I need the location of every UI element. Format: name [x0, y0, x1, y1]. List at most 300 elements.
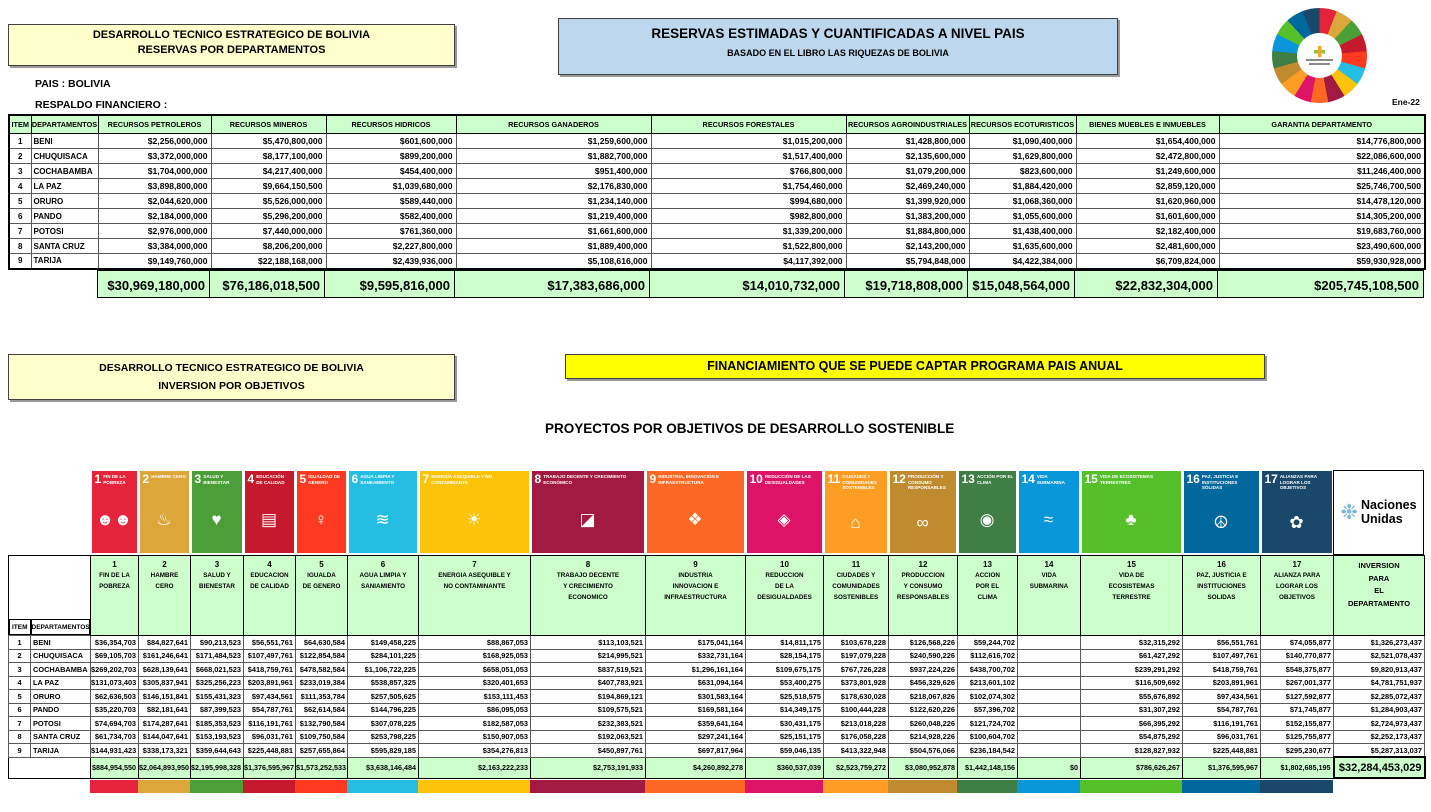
country-label: PAIS : BOLIVIA — [35, 78, 111, 90]
column-header: RECURSOS AGROINDUSTRIALES — [846, 115, 969, 134]
sdg-17-stripe — [1260, 780, 1333, 793]
goal-column-header — [1018, 556, 1081, 636]
item-number: 2 — [9, 649, 31, 663]
investment-totals-row — [9, 757, 1425, 778]
investment-cell: $90,213,523 — [191, 636, 244, 650]
goal-header-line: IGUALDA — [307, 572, 336, 579]
sun-icon: ☀ — [466, 509, 482, 529]
reserves-cell: $14,305,200,000 — [1219, 209, 1425, 224]
investment-cell: $194,869,121 — [531, 690, 646, 704]
reserves-total-cell: $17,383,686,000 — [455, 270, 650, 298]
reserves-cell: $1,438,400,000 — [969, 224, 1076, 239]
sdg-icon-title: ACCIÓN POR EL CLIMA — [976, 474, 1014, 485]
rings-icon: ✿ — [1289, 512, 1304, 532]
investment-cell: $71,745,877 — [1261, 703, 1334, 717]
sdg-number: 10 — [749, 472, 763, 486]
reserves-row — [9, 239, 1425, 254]
investment-cell: $260,048,226 — [889, 717, 958, 731]
investment-row-total: $2,285,072,437 — [1334, 690, 1425, 704]
investment-cell — [1018, 649, 1081, 663]
water-icon: ≋ — [375, 509, 390, 529]
department-label: TARIJA — [31, 744, 91, 758]
goal-total-cell: $360,537,039 — [746, 757, 824, 778]
grand-total-cell: $32,284,453,029 — [1334, 757, 1425, 778]
investment-row — [9, 663, 1425, 677]
goal-column-header — [531, 556, 646, 636]
reserves-cell: $14,776,800,000 — [1219, 134, 1425, 149]
bowl-icon: ♨ — [156, 509, 172, 529]
investment-row-total: $1,284,903,437 — [1334, 703, 1425, 717]
people-icon: ☻☻ — [96, 509, 132, 529]
sdg-icon-title: IGUALDAD DE GÉNERO — [308, 474, 341, 485]
investment-cell: $153,193,523 — [191, 730, 244, 744]
investment-cell: $59,244,702 — [958, 636, 1018, 650]
goal-column-header — [91, 556, 139, 636]
investment-cell: $84,827,641 — [139, 636, 191, 650]
sdg-9-stripe — [645, 780, 745, 793]
investment-cell: $171,484,523 — [191, 649, 244, 663]
department-label: BENI — [31, 134, 98, 149]
reserves-cell: $1,517,400,000 — [651, 149, 846, 164]
column-header: RECURSOS MINEROS — [211, 115, 326, 134]
goal-header-line: POBREZA — [99, 582, 130, 590]
date-label: Ene-22 — [1392, 97, 1420, 107]
reserves-cell: $2,472,800,000 — [1076, 149, 1219, 164]
reserves-row — [9, 254, 1425, 269]
investment-cell: $295,230,677 — [1261, 744, 1334, 758]
sdg-6-tile — [347, 470, 418, 555]
reserves-cell: $1,399,920,000 — [846, 194, 969, 209]
dept-header: DEPARTAMENTOS — [31, 619, 91, 635]
water-icon — [349, 471, 417, 553]
reserves-cell: $2,184,000,000 — [98, 209, 211, 224]
department-label: TARIJA — [31, 254, 98, 269]
reserves-cell: $3,384,000,000 — [98, 239, 211, 254]
item-number: 8 — [9, 730, 31, 744]
reserves-cell: $3,372,000,000 — [98, 149, 211, 164]
investment-cell — [1018, 730, 1081, 744]
sdg-icon-strip — [8, 470, 1424, 555]
goal-number: 10 — [780, 560, 789, 569]
goal-number: 5 — [319, 560, 324, 569]
dove-icon — [1184, 471, 1259, 553]
column-header: RECURSOS HIDRICOS — [326, 115, 456, 134]
reserves-cell: $982,800,000 — [651, 209, 846, 224]
department-label: POTOSI — [31, 224, 98, 239]
reserves-total-cell: $76,186,018,500 — [210, 270, 325, 298]
sdg-icon-title: INDUSTRIA, INNOVACIÓN E INFRAESTRUCTURA — [658, 474, 720, 485]
goal-total-cell: $2,163,222,233 — [419, 757, 531, 778]
reserves-total-cell: $9,595,816,000 — [325, 270, 455, 298]
goal-header-line: POR EL — [975, 582, 1000, 590]
sdg-11-stripe — [823, 780, 888, 793]
investment-cell: $116,191,761 — [1183, 717, 1261, 731]
goal-column-header — [824, 556, 889, 636]
investment-cell: $36,354,703 — [91, 636, 139, 650]
investment-section — [8, 470, 1424, 793]
investment-cell: $325,256,223 — [191, 676, 244, 690]
reserves-row — [9, 194, 1425, 209]
sdg-number: 1 — [94, 472, 102, 486]
city-icon — [825, 471, 887, 553]
reserves-cell: $5,108,616,000 — [456, 254, 651, 269]
investment-cell: $153,111,453 — [419, 690, 531, 704]
goal-total-cell: $2,753,191,933 — [531, 757, 646, 778]
goal-total-cell: $1,376,595,967 — [244, 757, 296, 778]
goal-column-header — [139, 556, 191, 636]
sdg-4-tile — [243, 470, 295, 555]
sdg-1-tile — [90, 470, 138, 555]
goal-number: 3 — [214, 560, 220, 569]
growth-chart-icon: ◪ — [579, 509, 596, 529]
investment-cell: $413,322,948 — [824, 744, 889, 758]
sdg-icon-title: HAMBRE CERO — [151, 474, 186, 479]
investment-cell: $54,787,761 — [1183, 703, 1261, 717]
investment-cell: $25,151,175 — [746, 730, 824, 744]
investment-cell: $61,427,292 — [1081, 649, 1183, 663]
investment-cell — [1018, 744, 1081, 758]
goal-header-line: FIN DE LA — [99, 572, 130, 579]
goal-header-line: INSTITUCIONES — [1197, 582, 1246, 590]
reserves-row — [9, 179, 1425, 194]
goal-header-line: EDUCACION — [250, 572, 289, 579]
reserves-cell: $5,794,848,000 — [846, 254, 969, 269]
goal-number: 4 — [267, 560, 272, 569]
investment-cell: $109,675,175 — [746, 663, 824, 677]
goal-column-header — [244, 556, 296, 636]
reserves-cell: $1,055,600,000 — [969, 209, 1076, 224]
goal-total-cell: $1,376,595,967 — [1183, 757, 1261, 778]
book-icon — [245, 471, 294, 553]
reserves-cell: $1,090,400,000 — [969, 134, 1076, 149]
investment-cell: $418,759,761 — [244, 663, 296, 677]
corner-item — [9, 556, 31, 636]
sdg-15-stripe — [1080, 780, 1182, 793]
investment-cell: $152,155,877 — [1261, 717, 1334, 731]
investment-cell: $35,220,703 — [91, 703, 139, 717]
investment-cell: $407,783,921 — [531, 676, 646, 690]
sdg-icon-title: AGUA LIMPIA Y SANEAMIENTO — [360, 474, 395, 485]
investment-cell: $14,349,175 — [746, 703, 824, 717]
goal-number: 13 — [983, 560, 992, 569]
investment-row-total: $2,521,078,437 — [1334, 649, 1425, 663]
reserves-cell: $23,490,600,000 — [1219, 239, 1425, 254]
goal-total-cell: $884,954,550 — [91, 757, 139, 778]
reserves-header-row — [9, 115, 1425, 134]
reserves-cell: $6,709,824,000 — [1076, 254, 1219, 269]
investment-row-total: $1,326,273,437 — [1334, 636, 1425, 650]
goal-number: 17 — [1292, 560, 1302, 569]
investment-cell: $538,857,325 — [348, 676, 419, 690]
goal-header-line: SOLIDAS — [1207, 593, 1236, 601]
goal-number: 8 — [585, 560, 591, 569]
reserves-cell: $1,522,800,000 — [651, 239, 846, 254]
investment-cell: $74,694,703 — [91, 717, 139, 731]
investment-cell: $213,018,228 — [824, 717, 889, 731]
investment-cell: $64,630,584 — [296, 636, 348, 650]
goal-number: 16 — [1217, 560, 1226, 569]
investment-cell: $30,431,175 — [746, 717, 824, 731]
sdg-number: 16 — [1186, 472, 1200, 486]
goal-header-line: SALUD Y — [203, 572, 231, 579]
growth-chart-icon — [532, 471, 644, 553]
reserves-total-cell: $15,048,564,000 — [968, 270, 1075, 298]
inversion-header-line: DEPARTAMENTO — [1347, 598, 1411, 608]
sdg-2-stripe — [138, 780, 190, 793]
goal-column-header — [191, 556, 244, 636]
investment-cell: $57,396,702 — [958, 703, 1018, 717]
item-number: 7 — [9, 717, 31, 731]
sdg-15-tile — [1080, 470, 1182, 555]
goal-header-line: ENERGIA ASEQUIBLE Y — [438, 572, 511, 579]
goal-header-line: VIDA DE — [1118, 572, 1145, 579]
investment-cell: $182,587,053 — [419, 717, 531, 731]
financing-banner-text: FINANCIAMIENTO QUE SE PUEDE CAPTAR PROGRAMA PAIS ANUAL — [707, 359, 1123, 373]
investment-cell: $113,103,521 — [531, 636, 646, 650]
goal-header-line: DE CALIDAD — [250, 582, 289, 590]
investment-cell: $178,630,028 — [824, 690, 889, 704]
sdg-14-stripe — [1017, 780, 1080, 793]
report-title: DESARROLLO TECNICO ESTRATEGICO DE BOLIVIA — [92, 29, 371, 41]
investment-cell: $116,509,692 — [1081, 676, 1183, 690]
investment-cell: $86,095,053 — [419, 703, 531, 717]
investment-cell: $144,931,423 — [91, 744, 139, 758]
item-number: 3 — [9, 663, 31, 677]
inversion-header-line: EL — [1374, 586, 1384, 595]
reserves-cell: $25,746,700,500 — [1219, 179, 1425, 194]
reserves-cell: $14,478,120,000 — [1219, 194, 1425, 209]
investment-cell: $203,891,961 — [244, 676, 296, 690]
investment-cell: $253,798,225 — [348, 730, 419, 744]
department-label: LA PAZ — [31, 676, 91, 690]
sdg-number: 2 — [142, 472, 150, 486]
sdg-wheel-center — [1297, 33, 1343, 79]
eye-globe-icon: ◉ — [979, 509, 995, 529]
investment-cell: $320,401,653 — [419, 676, 531, 690]
investment-cell: $214,928,226 — [889, 730, 958, 744]
investment-cell: $97,434,561 — [1183, 690, 1261, 704]
goal-header-line: LOGRAR LOS — [1276, 582, 1318, 590]
goal-header-line: OBJETIVOS — [1278, 593, 1316, 601]
reserves-cell: $2,182,400,000 — [1076, 224, 1219, 239]
investment-cell — [1018, 703, 1081, 717]
investment-cell: $668,021,523 — [191, 663, 244, 677]
reserves-cell: $8,177,100,000 — [211, 149, 326, 164]
reserves-row — [9, 164, 1425, 179]
sdg-icon-title: CIUDADES Y COMUNIDADES SOSTENIBLES — [842, 474, 877, 491]
investment-cell: $373,801,928 — [824, 676, 889, 690]
investment-cell: $203,891,961 — [1183, 676, 1261, 690]
investment-cell: $192,063,521 — [531, 730, 646, 744]
investment-cell: $595,829,185 — [348, 744, 419, 758]
reserves-cell: $1,039,680,000 — [326, 179, 456, 194]
investment-cell: $236,184,542 — [958, 744, 1018, 758]
investment-cell: $149,458,225 — [348, 636, 419, 650]
goal-number: 14 — [1044, 560, 1054, 569]
goal-total-cell: $3,638,146,484 — [348, 757, 419, 778]
goal-column-header — [1261, 556, 1334, 636]
investment-cell: $62,636,503 — [91, 690, 139, 704]
department-label: ORURO — [31, 690, 91, 704]
investment-cell: $155,431,323 — [191, 690, 244, 704]
goal-header-line: INNOVACION E — [672, 582, 719, 590]
investment-cell: $239,291,292 — [1081, 663, 1183, 677]
goal-header-line: Y CONSUMO — [903, 582, 943, 590]
investment-cell: $174,287,641 — [139, 717, 191, 731]
reserves-cell: $4,217,400,000 — [211, 164, 326, 179]
investment-row-total: $5,287,313,037 — [1334, 744, 1425, 758]
investment-cell: $103,678,228 — [824, 636, 889, 650]
investment-cell: $144,796,225 — [348, 703, 419, 717]
sdg-11-tile — [823, 470, 888, 555]
investment-cell: $548,375,877 — [1261, 663, 1334, 677]
item-number: 6 — [9, 703, 31, 717]
sdg-number: 7 — [422, 472, 430, 486]
un-logo — [1333, 470, 1424, 555]
inversion-header-line: PARA — [1368, 573, 1390, 583]
investment-cell: $837,519,521 — [531, 663, 646, 677]
investment-cell: $301,583,164 — [646, 690, 746, 704]
reserves-cell: $1,383,200,000 — [846, 209, 969, 224]
reserves-cell: $454,400,000 — [326, 164, 456, 179]
item-number: 9 — [9, 254, 31, 269]
investment-cell: $144,047,641 — [139, 730, 191, 744]
investment-cell: $176,058,228 — [824, 730, 889, 744]
sdg-icon-title: SALUD Y BIENESTAR — [203, 474, 230, 485]
goal-total-cell: $1,573,252,533 — [296, 757, 348, 778]
reserves-cell: $2,135,600,000 — [846, 149, 969, 164]
reserves-cell: $2,044,620,000 — [98, 194, 211, 209]
investment-cell: $61,734,703 — [91, 730, 139, 744]
infinity-icon — [890, 471, 956, 553]
goal-header-line: CERO — [155, 582, 174, 590]
reserves-cell: $22,188,168,000 — [211, 254, 326, 269]
investment-cell: $257,655,864 — [296, 744, 348, 758]
investment-cell: $218,067,826 — [889, 690, 958, 704]
investment-cell: $56,551,761 — [1183, 636, 1261, 650]
investment-cell: $305,837,941 — [139, 676, 191, 690]
reserves-row — [9, 149, 1425, 164]
sdg-number: 15 — [1084, 472, 1098, 486]
investment-cell: $225,448,881 — [244, 744, 296, 758]
reserves-row — [9, 224, 1425, 239]
reserves-row — [9, 134, 1425, 149]
goal-header-line: CLIMA — [977, 593, 998, 601]
investment-row-total: $9,820,913,437 — [1334, 663, 1425, 677]
investment-cell: $450,897,761 — [531, 744, 646, 758]
goal-header-line: NO CONTAMINANTE — [443, 582, 506, 590]
item-number: 4 — [9, 179, 31, 194]
item-number: 5 — [9, 690, 31, 704]
investment-cell: $169,581,164 — [646, 703, 746, 717]
investment-cell: $359,644,643 — [191, 744, 244, 758]
reserves-cell: $1,079,200,000 — [846, 164, 969, 179]
un-logo-line: Unidas — [1361, 511, 1403, 526]
investment-cell — [1018, 663, 1081, 677]
investment-cell: $767,726,228 — [824, 663, 889, 677]
reserves-cell: $1,629,800,000 — [969, 149, 1076, 164]
rings-icon — [1262, 471, 1332, 553]
cubes-icon — [647, 471, 744, 553]
goal-total-cell: $1,442,148,156 — [958, 757, 1018, 778]
sdg-icon-title: EDUCACIÓN DE CALIDAD — [256, 474, 285, 485]
investment-cell: $66,395,292 — [1081, 717, 1183, 731]
goal-number: 7 — [472, 560, 477, 569]
reserves-cell: $1,661,600,000 — [456, 224, 651, 239]
item-number: 4 — [9, 676, 31, 690]
investment-cell: $96,031,761 — [244, 730, 296, 744]
reserves-cell: $2,143,200,000 — [846, 239, 969, 254]
investment-cell: $1,106,722,225 — [348, 663, 419, 677]
sdg-number: 9 — [649, 472, 657, 486]
investment-cell: $233,019,384 — [296, 676, 348, 690]
investment-cell: $359,641,164 — [646, 717, 746, 731]
department-label: CHUQUISACA — [31, 149, 98, 164]
reserves-cell: $1,428,800,000 — [846, 134, 969, 149]
investment-report-title: DESARROLLO TECNICO ESTRATEGICO DE BOLIVIA — [99, 362, 364, 374]
sdg-number: 5 — [299, 472, 307, 486]
investment-cell: $25,518,575 — [746, 690, 824, 704]
people-icon — [92, 471, 137, 553]
reserves-cell: $2,176,830,000 — [456, 179, 651, 194]
investment-cell: $284,101,225 — [348, 649, 419, 663]
report-subtitle: RESERVAS POR DEPARTAMENTOS — [137, 44, 326, 56]
item-number: 1 — [9, 134, 31, 149]
investment-report-subtitle: INVERSION POR OBJETIVOS — [158, 380, 305, 392]
goal-header-line: ECOSISTEMAS — [1108, 582, 1155, 590]
goal-header-line: Y CRECIMIENTO — [563, 582, 613, 590]
investment-cell: $87,399,523 — [191, 703, 244, 717]
financial-backing-label: RESPALDO FINANCIERO : — [35, 99, 168, 111]
reserves-cell: $4,117,392,000 — [651, 254, 846, 269]
reserves-cell: $1,884,420,000 — [969, 179, 1076, 194]
reserves-cell: $9,149,760,000 — [98, 254, 211, 269]
sdg-icon-title: FIN DE LA POBREZA — [103, 474, 126, 485]
reserves-cell: $11,246,400,000 — [1219, 164, 1425, 179]
sdg-12-stripe — [888, 780, 957, 793]
investment-row — [9, 730, 1425, 744]
investment-cell: $14,811,175 — [746, 636, 824, 650]
investment-cell: $131,073,403 — [91, 676, 139, 690]
investment-cell: $31,307,292 — [1081, 703, 1183, 717]
goal-total-cell: $2,523,759,272 — [824, 757, 889, 778]
investment-cell: $100,444,228 — [824, 703, 889, 717]
investment-cell: $88,867,053 — [419, 636, 531, 650]
item-number: 1 — [9, 636, 31, 650]
investment-cell: $107,497,761 — [1183, 649, 1261, 663]
investment-cell — [1018, 717, 1081, 731]
goal-header-line: VIDA — [1041, 572, 1057, 579]
sdg-wheel-logo — [1272, 8, 1367, 103]
investment-cell: $185,353,523 — [191, 717, 244, 731]
reserves-cell: $2,859,120,000 — [1076, 179, 1219, 194]
investment-cell: $122,854,584 — [296, 649, 348, 663]
investment-cell: $438,700,702 — [958, 663, 1018, 677]
reserves-total-cell: $19,718,808,000 — [845, 270, 968, 298]
investment-cell: $697,817,964 — [646, 744, 746, 758]
investment-cell: $107,497,761 — [244, 649, 296, 663]
sdg-8-tile — [530, 470, 645, 555]
reserves-cell: $4,422,384,000 — [969, 254, 1076, 269]
sdg-7-stripe — [418, 780, 530, 793]
sdg-number: 13 — [961, 472, 975, 486]
reserves-cell: $1,704,000,000 — [98, 164, 211, 179]
investment-cell: $297,241,164 — [646, 730, 746, 744]
reserves-cell: $1,219,400,000 — [456, 209, 651, 224]
department-label: ORURO — [31, 194, 98, 209]
item-number: 2 — [9, 149, 31, 164]
sdg-6-stripe — [347, 780, 418, 793]
